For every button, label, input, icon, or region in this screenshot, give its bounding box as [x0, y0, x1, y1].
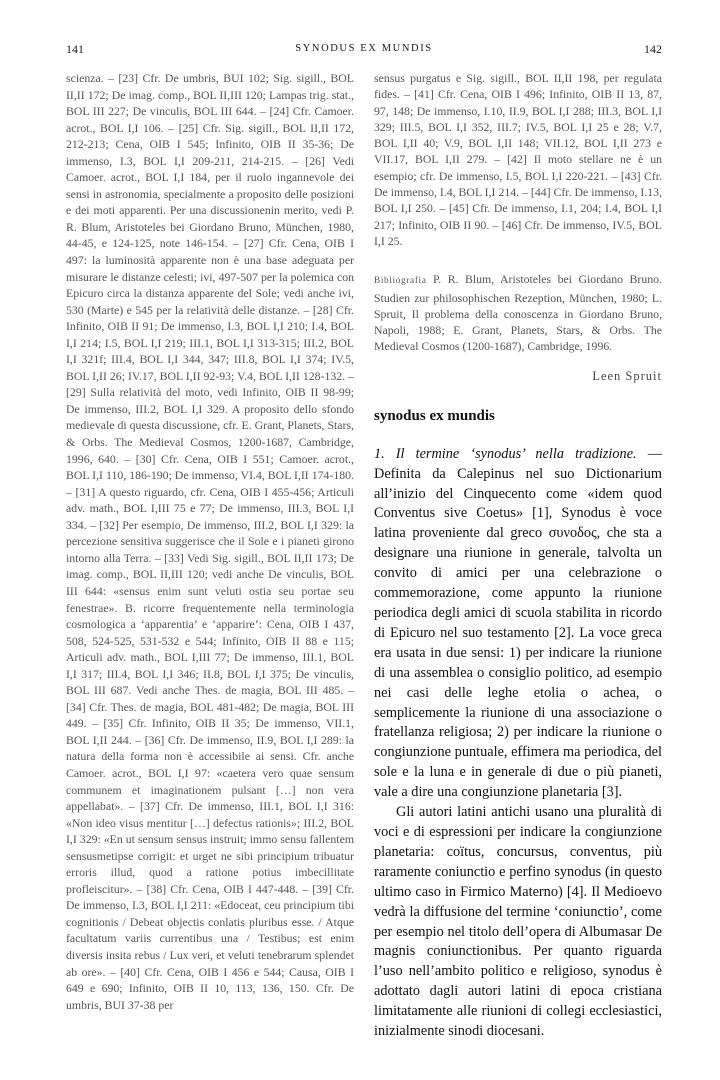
endnotes-right: sensus purgatus e Sig. sigill., BOL II,II 198, per regulata fides. – [41] Cfr. Cena, OIB I 496; Infinito, OIB II 13, 87, 97, 148; De immenso, I.10, II.9, BOL I,I 288; III.3, BOL I,I 329; III.5, BOL I,I 352, III.7; IV.5, BOL I,I 25 e 28; V.7, BOL I,II 40; V.9, BOL I,II 148; VII.12, BOL I,II 273 e VII.17, BOL I,II 279. – [42] Il moto stellare ne è un esempio; cfr. De immenso, I.5, BOL I,I 220-221. – [43] Cfr. De immenso, I.4, BOL I,I 214. – [44] Cfr. De immenso, I.13, BOL I,I 250. – [45] Cfr. De immenso, I.1, 204; I.4, BOL I,I 217; Infinito, OIB II 90. – [46] Cfr. De immenso, IV.5, BOL I,I 25.: [374, 71, 662, 248]
right-column: [374, 70, 662, 1042]
bibliography-text: P. R. Blum, Aristoteles bei Giordano Bruno. Studien zur philosophischen Rezeption, München, 1980; L. Spruit, Il problema della conoscenza in Giordano Bruno, Napoli, 1988; E. Grant, Planets, Stars, & Orbs. The Medieval Cosmos (1200-1687), Cambridge, 1996.: [374, 272, 662, 354]
paragraph-1-text: — Definita da Calepinus nel suo Dictionarium all’inizio del Cinquecento come «idem quod Conventus sive Coetus» [1], Synodus è voce latina proveniente dal greco συνοδος, che sta a designare una riunione in generale, talvolta un convito di amici per una celebrazione o commemorazione, come appunto la riunione periodica degli amici di scuola stabilita in ricordo di Epicuro nel suo testamento [2]. La voce greca era usata in due sensi: 1) per indicare la riunione di una assemblea o consiglio politico, ad esempio nei casi delle leghe etolia o achea, o semplicemente la riunione di una associazione o fratellanza religiosa; 2) per indicare la riunione o congiunzione puntuale, effimera ma periodica, del sole e la luna e in generale di due o più pianeti, vale a dire una congiunzione planetaria [3].: [374, 445, 662, 801]
running-title: SYNODUS EX MUNDIS: [295, 43, 433, 54]
left-page-number: 141: [66, 42, 84, 56]
endnotes-left: scienza. – [23] Cfr. De umbris, BUI 102; Sig. sigill., BOL II,II 172; De imag. comp., BOL II,III 120; Lampas trig. stat., BOL III 227; De vinculis, BOL III 644. – [24] Cfr. Camoer. acrot., BOL I,I 106. – [25] Cfr. Sig. sigill., BOL II,II 172, 212-213; Cena, OIB I 545; Infinito, OIB II 35-36; De immenso, I.3, BOL I,I 209-211, 214-215. – [26] Vedi Camoer. acrot., BOL I,I 184, per il ruolo ingannevole dei sensi in astronomia, specialmente a proposito delle posizioni e dei moti apparenti. Per una discussionenin merito, vedi P. R. Blum, Aristoteles bei Giordano Bruno, München, 1980, 44-45, e 124-125, note 146-154. – [27] Cfr. Cena, OIB I 497: la luminosità apparente non è una base adeguata per misurare le distanze celesti; ivi, 497-507 per la polemica con Epicuro circa la distanza apparente del Sole; vedi anche ivi, 530 (Marte) e 545 per la relatività delle distanze. – [28] Cfr. Infinito, OIB II 91; De immenso, I.3, BOL I,I 210; I.4, BOL I,I 214; I.5, BOL I,I 219; III.1, BOL I,I 313-315; III.2, BOL I,I 321f; III.4, BOL I,I 344, 347; III.8, BOL I,I 374; IV.5, BOL I,II 26; IV.17, BOL I,II 92-93; V.4, BOL I,II 128-132. – [29] Sulla relatività del moto, vedi Infinito, OIB II 98-99; De immenso, III.2, BOL I,I 329. A proposito dello sfondo medievale di questa discussione, cfr. E. Grant, Planets, Stars, & Orbs. The Medieval Cosmos, 1200-1687, Cambridge, 1996, 640. – [30] Cfr. Cena, OIB I 551; Camoer. acrot., BOL I,I 110, 186-190; De immenso, VI.4, BOL I,II 174-180. – [31] A questo riguardo, cfr. Cena, OIB I 455-456; Articuli adv. math., BOL I,III 75 e 77; De immenso, III.3, BOL I,I 334. – [32] Per esempio, De immenso, III.2, BOL I,I 329: la percezione sensitiva suggerisce che il Sole e i pianeti girono intorno alla Terra. – [33] Vedi Sig. sigill., BOL II,II 173; De imag. comp., BOL II,III 120; vedi anche De vinculis, BOL III 644: «sensus enim sunt veluti ostia seu portae seu fenestrae». B. ricorre frequentemente nella terminologia cosmologica a ‘apparentia’ e ‘apparire’: Cena, OIB I 437, 508, 524-525, 531-532 e 544; Infinito, OIB II 88 e 115; Articuli adv. math., BOL I,III 77; De immenso, III.1, BOL I,I 317; III.4, BOL I,I 346; II.8, BOL I,I 375; De vinculis, BOL III 687. Vedi anche Thes. de magia, BOL III 485. – [34] Cfr. Thes. de magia, BOL 481-482; De magia, BOL III 449. – [35] Cfr. Infinito, OIB II 35; De immenso, VII.1, BOL I,II 244. – [36] Cfr. De immenso, II.9, BOL I,I 289: la natura della forma non è accessibile ai sensi. Cfr. anche Camoer. acrot., BOL I,I 97: «caetera vero quae sensum communem et imaginationem pulsant […] non vera appellabat». – [37] Cfr. De immenso, III.1, BOL I,I 316: «Non ideo visus mentitur […] defectus rationis»; III.2, BOL I,I 329: «En ut sensum sensus instruit; immo sensu fallentem sensusmetipse corrigit: et urget ne sibi principium tribuatur erroris illud, quod a ratione potius imbecillitate profleiscitur». – [38] Cfr. Cena, OIB I 447-448. – [39] Cfr. De immenso, I.3, BOL I,I 211: «Edoceat, ceu principium tibi cognitionis / Debeat objectis conlatis pluribus esse. / Atque facultatum variis currentibus una / Testibus; est enim diversis insita rebus / Lux veri, et veluti tenebrarum splendet ab ore». – [40] Cfr. Cena, OIB I 456 e 544; Causa, OIB I 649 e 690; Infinito, OIB II 10, 113, 136, 150. Cfr. De umbris, BUI 37-38 per: [66, 71, 354, 1012]
section-heading: 1. Il termine ‘synodus’ nella tradizione.: [374, 445, 637, 462]
entry-title: synodus ex mundis: [374, 407, 495, 424]
left-column: [66, 70, 354, 1013]
entry-body: [374, 445, 662, 1042]
bibliography: [374, 271, 662, 354]
paragraph-2: Gli autori latini antichi usano una pluralità di voci e di espressioni per indicare la congiunzione planetaria: coïtus, concursus, conventus, più raramente coniunctio e perfino synodus (in questo ultimo caso in Firmico Materno) [4]. Il Medioevo vedrà la diffusione del termine ‘coniunctio’, come per esempio nel titolo dell’opera di Albumasar De magnis coniunctionibus. Per quanto riguarda l’uso nell’ambito politico e religioso, synodus è adottato dagli autori latini di epoca cristiana limitatamente alle riunioni di collegi ecclesiastici, inizialmente sinodi diocesani.: [374, 804, 662, 1040]
bibliography-label: Bibliografia: [374, 276, 427, 287]
entry-author: Leen Spruit: [592, 368, 662, 383]
right-page-number: 142: [644, 42, 662, 56]
paragraph-1: [374, 445, 662, 803]
running-header: [66, 42, 662, 58]
